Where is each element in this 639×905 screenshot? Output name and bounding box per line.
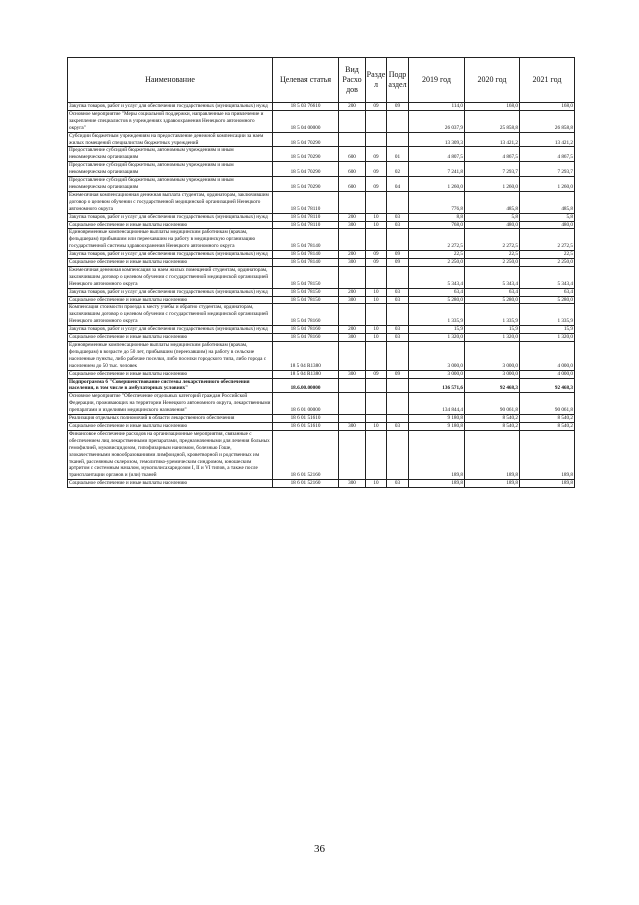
row-name: Компенсация стоимости проезда к месту учебы и обратно студентам, ординаторам, заключившим договор о целевом обучении с государственной медицинской организацией Ненецкого автономного округа — [68, 304, 273, 326]
header-row — [68, 58, 575, 103]
row-value-2020: 1 320,0 — [465, 334, 520, 342]
row-value-2019: 3 000,0 — [409, 342, 465, 371]
row-name: Социальное обеспечение и иные выплаты населению — [68, 422, 273, 430]
row-value-2019: 5 280,0 — [409, 296, 465, 304]
row-subsection: 09 — [387, 259, 409, 267]
row-value-2020: 8 540,2 — [465, 415, 520, 423]
row-section — [366, 266, 387, 288]
table-row — [68, 422, 575, 430]
row-section — [366, 304, 387, 326]
row-name: Социальное обеспечение и иные выплаты населению — [68, 259, 273, 267]
row-section: 09 — [366, 251, 387, 259]
row-name: Предоставление субсидий бюджетным, автономным учреждениям и иным некоммерческим организациям — [68, 162, 273, 177]
row-subsection: 09 — [387, 103, 409, 111]
table-row — [68, 334, 575, 342]
row-value-2019: 5 343,4 — [409, 266, 465, 288]
row-subsection: 03 — [387, 422, 409, 430]
row-target-article: 18 5 04 78140 — [273, 251, 339, 259]
row-value-2019: 13 309,3 — [409, 132, 465, 147]
row-expense-type: 200 — [339, 213, 366, 221]
row-value-2021: 90 061,8 — [520, 393, 575, 415]
row-subsection — [387, 191, 409, 213]
row-value-2021: 26 858,8 — [520, 110, 575, 132]
row-name: Закупка товаров, работ и услуг для обеспечения государственных (муниципальных) нужд — [68, 326, 273, 334]
row-value-2020: 5,8 — [465, 213, 520, 221]
row-value-2019: 22,5 — [409, 251, 465, 259]
row-expense-type: 200 — [339, 251, 366, 259]
row-value-2020: 22,5 — [465, 251, 520, 259]
row-value-2020: 3 000,0 — [465, 342, 520, 371]
row-target-article: 18 5 04 78140 — [273, 259, 339, 267]
row-value-2019: 4 807,5 — [409, 147, 465, 162]
row-value-2019: 1 320,0 — [409, 334, 465, 342]
row-section: 10 — [366, 422, 387, 430]
table-row — [68, 103, 575, 111]
header-year-2021: 2021 год — [520, 58, 575, 103]
table-row — [68, 259, 575, 267]
table-row — [68, 162, 575, 177]
header-section: Разде л — [366, 58, 387, 103]
row-name: Ежемесячная компенсационная денежная выплата студентам, ординаторам, заключившим договор о целевом обучении с государственной медицинской организацией Ненецкого автономного округа — [68, 191, 273, 213]
row-value-2019: 7 241,8 — [409, 162, 465, 177]
row-target-article: 18 5 04 78160 — [273, 326, 339, 334]
row-value-2019: 8,8 — [409, 213, 465, 221]
row-value-2021: 485,8 — [520, 191, 575, 213]
row-name: Закупка товаров, работ и услуг для обеспечения государственных (муниципальных) нужд — [68, 288, 273, 296]
row-section: 09 — [366, 147, 387, 162]
table-row — [68, 430, 575, 479]
row-section — [366, 415, 387, 423]
row-expense-type: 300 — [339, 334, 366, 342]
row-value-2020: 485,8 — [465, 191, 520, 213]
row-section: 09 — [366, 370, 387, 378]
row-section: 10 — [366, 326, 387, 334]
row-subsection: 03 — [387, 213, 409, 221]
row-value-2019: 26 037,9 — [409, 110, 465, 132]
row-subsection — [387, 110, 409, 132]
row-subsection: 03 — [387, 221, 409, 229]
row-expense-type: 600 — [339, 177, 366, 192]
row-value-2021: 1 260,0 — [520, 177, 575, 192]
row-value-2019: 189,8 — [409, 430, 465, 479]
row-subsection — [387, 266, 409, 288]
row-value-2020: 15,9 — [465, 326, 520, 334]
row-target-article: 18 5 04 70290 — [273, 162, 339, 177]
row-name: Закупка товаров, работ и услуг для обеспечения государственных (муниципальных) нужд — [68, 103, 273, 111]
table-row — [68, 110, 575, 132]
row-name: Единовременные компенсационные выплаты медицинским работникам (врачам, фельдшерам) в возрасте до 50 лет, прибывшим (переехавшим) на работу в сельские населенные пункты, либо рабочие поселки, либо поселки городского типа, либо города с населением до 50 тыс. человек — [68, 342, 273, 371]
row-section — [366, 191, 387, 213]
row-section — [366, 378, 387, 393]
row-value-2021: 189,8 — [520, 480, 575, 488]
row-subsection: 03 — [387, 480, 409, 488]
table-row — [68, 393, 575, 415]
table-row — [68, 221, 575, 229]
row-value-2019: 3 000,0 — [409, 370, 465, 378]
row-expense-type: 600 — [339, 147, 366, 162]
row-subsection: 09 — [387, 251, 409, 259]
row-value-2019: 15,9 — [409, 326, 465, 334]
row-section: 10 — [366, 296, 387, 304]
row-value-2021: 5,8 — [520, 213, 575, 221]
page-number: 36 — [314, 843, 325, 855]
row-section: 09 — [366, 162, 387, 177]
row-name: Единовременные компенсационные выплаты медицинским работникам (врачам, фельдшерам) прибывшим или переехавшим на работу в медицинскую организацию государственной системы здравоохранения Ненецкого автономного округа — [68, 229, 273, 251]
row-name: Закупка товаров, работ и услуг для обеспечения государственных (муниципальных) нужд — [68, 251, 273, 259]
row-section: 09 — [366, 259, 387, 267]
header-target-article: Целевая статья — [273, 58, 339, 103]
row-section — [366, 229, 387, 251]
row-value-2019: 2 250,0 — [409, 259, 465, 267]
row-target-article: 18 5 04 78140 — [273, 229, 339, 251]
table-row — [68, 213, 575, 221]
row-value-2021: 1 320,0 — [520, 334, 575, 342]
row-target-article: 18 5 04 78110 — [273, 213, 339, 221]
row-subsection: 04 — [387, 177, 409, 192]
row-expense-type — [339, 132, 366, 147]
row-target-article: 18 5 04 70290 — [273, 132, 339, 147]
row-section: 09 — [366, 177, 387, 192]
row-value-2019: 189,8 — [409, 480, 465, 488]
row-name: Предоставление субсидий бюджетным, автономным учреждениям и иным некоммерческим организациям — [68, 177, 273, 192]
row-value-2021: 22,5 — [520, 251, 575, 259]
table-row — [68, 370, 575, 378]
row-name: Социальное обеспечение и иные выплаты населению — [68, 221, 273, 229]
row-expense-type: 300 — [339, 370, 366, 378]
row-value-2020: 90 061,8 — [465, 393, 520, 415]
row-section: 10 — [366, 480, 387, 488]
row-value-2020: 92 468,3 — [465, 378, 520, 393]
row-value-2020: 5 343,4 — [465, 266, 520, 288]
row-value-2020: 4 867,5 — [465, 147, 520, 162]
row-name: Социальное обеспечение и иные выплаты населению — [68, 480, 273, 488]
row-expense-type — [339, 110, 366, 132]
row-value-2020: 63,4 — [465, 288, 520, 296]
table-row — [68, 288, 575, 296]
row-target-article: 18 5 04 R1380 — [273, 370, 339, 378]
row-subsection: 09 — [387, 370, 409, 378]
row-subsection — [387, 415, 409, 423]
row-value-2019: 114,0 — [409, 103, 465, 111]
row-value-2021: 15,9 — [520, 326, 575, 334]
row-section: 10 — [366, 334, 387, 342]
row-value-2021: 8 540,2 — [520, 422, 575, 430]
row-target-article: 18 5 04 78160 — [273, 304, 339, 326]
row-value-2019: 1 335,9 — [409, 304, 465, 326]
row-name: Субсидии бюджетным учреждениям на предоставление денежной компенсации за наем жилых помещений специалистам бюджетных учреждений — [68, 132, 273, 147]
row-target-article: 18 6 01 52160 — [273, 430, 339, 479]
table-row — [68, 177, 575, 192]
row-value-2020: 2 250,0 — [465, 259, 520, 267]
budget-table — [67, 57, 575, 488]
row-name: Реализация отдельных полномочий в области лекарственного обеспечения — [68, 415, 273, 423]
row-subsection — [387, 229, 409, 251]
row-value-2020: 2 272,5 — [465, 229, 520, 251]
row-subsection: 02 — [387, 162, 409, 177]
row-target-article: 18 5 04 70290 — [273, 147, 339, 162]
row-value-2019: 2 272,5 — [409, 229, 465, 251]
row-target-article: 18 5 03 76610 — [273, 103, 339, 111]
row-subsection — [387, 132, 409, 147]
header-year-2020: 2020 год — [465, 58, 520, 103]
row-value-2019: 776,8 — [409, 191, 465, 213]
row-target-article: 18 6 01 52160 — [273, 480, 339, 488]
row-name: Предоставление субсидий бюджетным, автономным учреждениям и иным некоммерческим организациям — [68, 147, 273, 162]
row-value-2019: 9 180,8 — [409, 415, 465, 423]
row-value-2021: 4 000,0 — [520, 370, 575, 378]
row-name: Социальное обеспечение и иные выплаты населению — [68, 370, 273, 378]
row-value-2020: 1 335,9 — [465, 304, 520, 326]
row-section — [366, 342, 387, 371]
row-expense-type — [339, 191, 366, 213]
row-target-article: 18 5 04 R1380 — [273, 342, 339, 371]
row-name: Основное мероприятие "Обеспечение отдельных категорий граждан Российской Федерации, проживающих на территории Ненецкого автономного округа, лекарственными препаратами и изделиями медицинского назначения" — [68, 393, 273, 415]
row-value-2020: 189,8 — [465, 480, 520, 488]
row-value-2020: 7 293,7 — [465, 162, 520, 177]
row-value-2021: 168,0 — [520, 103, 575, 111]
row-target-article: 18 5 04 78160 — [273, 334, 339, 342]
row-value-2019: 134 844,4 — [409, 393, 465, 415]
row-value-2021: 7 293,7 — [520, 162, 575, 177]
row-subsection: 03 — [387, 296, 409, 304]
row-subsection — [387, 393, 409, 415]
row-expense-type: 600 — [339, 162, 366, 177]
row-section: 10 — [366, 288, 387, 296]
row-expense-type — [339, 342, 366, 371]
row-subsection: 03 — [387, 326, 409, 334]
row-section: 10 — [366, 213, 387, 221]
table-row — [68, 191, 575, 213]
table-row — [68, 415, 575, 423]
row-expense-type — [339, 266, 366, 288]
row-value-2020: 1 260,0 — [465, 177, 520, 192]
table-row — [68, 304, 575, 326]
row-subsection — [387, 342, 409, 371]
row-target-article: 18 6 01 51610 — [273, 415, 339, 423]
table-row — [68, 378, 575, 393]
row-expense-type — [339, 378, 366, 393]
row-value-2021: 189,8 — [520, 430, 575, 479]
row-value-2020: 480,0 — [465, 221, 520, 229]
row-expense-type — [339, 229, 366, 251]
row-expense-type: 300 — [339, 296, 366, 304]
row-expense-type: 200 — [339, 288, 366, 296]
row-subsection — [387, 430, 409, 479]
table-row — [68, 251, 575, 259]
row-target-article: 18 5 04 78110 — [273, 221, 339, 229]
row-target-article: 18 5 04 70290 — [273, 177, 339, 192]
row-value-2021: 8 540,2 — [520, 415, 575, 423]
row-value-2021: 4 000,0 — [520, 342, 575, 371]
row-expense-type — [339, 415, 366, 423]
row-expense-type: 300 — [339, 221, 366, 229]
row-section: 10 — [366, 221, 387, 229]
table-row — [68, 266, 575, 288]
row-value-2019: 1 260,0 — [409, 177, 465, 192]
row-target-article: 18 5 04 78150 — [273, 288, 339, 296]
header-name: Наименование — [68, 58, 273, 103]
row-subsection: 03 — [387, 288, 409, 296]
row-section: 09 — [366, 103, 387, 111]
row-value-2021: 5 280,0 — [520, 296, 575, 304]
table-row — [68, 296, 575, 304]
row-subsection — [387, 378, 409, 393]
row-value-2021: 63,4 — [520, 288, 575, 296]
row-target-article: 18.6.00.00000 — [273, 378, 339, 393]
row-section — [366, 110, 387, 132]
row-subsection: 03 — [387, 334, 409, 342]
row-value-2020: 189,8 — [465, 430, 520, 479]
header-subsection: Подр аздел — [387, 58, 409, 103]
row-target-article: 18 5 04 78150 — [273, 266, 339, 288]
row-expense-type — [339, 430, 366, 479]
row-name: Социальное обеспечение и иные выплаты населению — [68, 334, 273, 342]
row-value-2021: 4 867,5 — [520, 147, 575, 162]
table-row — [68, 326, 575, 334]
row-value-2020: 25 858,8 — [465, 110, 520, 132]
row-target-article: 18 6 01 51610 — [273, 422, 339, 430]
row-expense-type: 300 — [339, 480, 366, 488]
row-name: Социальное обеспечение и иные выплаты населению — [68, 296, 273, 304]
header-year-2019: 2019 год — [409, 58, 465, 103]
table-row — [68, 132, 575, 147]
row-name: Ежемесячная денежная компенсация за наем жилых помещений студентам, ординаторам, заключившим договор о целевом обучении с государственной медицинской организацией Ненецкого автономного округа — [68, 266, 273, 288]
row-value-2021: 2 250,0 — [520, 259, 575, 267]
row-value-2021: 92 468,3 — [520, 378, 575, 393]
header-expense-type: Вид Расхо дов — [339, 58, 366, 103]
row-expense-type — [339, 393, 366, 415]
row-name: Финансовое обеспечение расходов на организационные мероприятия, связанные с обеспечением лиц лекарственными препаратами, предназначенными для лечения больных гемофилией, муковисцидозом, гипофизарным нанизмом, болезнью Гоше, злокачественными новообразованиями лимфоидной, кроветворной и родственных им тканей, рассеянным склерозом, гемолитико-уремическим синдромом, юношеским артритом с системным началом, мукополисахаридозом I, II и VI типов, а также после трансплантации органов и (или) тканей — [68, 430, 273, 479]
row-section — [366, 393, 387, 415]
table-row — [68, 229, 575, 251]
row-subsection: 01 — [387, 147, 409, 162]
row-value-2021: 5 343,4 — [520, 266, 575, 288]
row-name: Подпрограмма 6 "Совершенствование системы лекарственного обеспечения населения, в том числе в амбулаторных условиях" — [68, 378, 273, 393]
row-value-2020: 3 000,0 — [465, 370, 520, 378]
row-expense-type: 200 — [339, 326, 366, 334]
row-value-2021: 13 421,2 — [520, 132, 575, 147]
row-name: Закупка товаров, работ и услуг для обеспечения государственных (муниципальных) нужд — [68, 213, 273, 221]
row-subsection — [387, 304, 409, 326]
row-expense-type: 300 — [339, 422, 366, 430]
row-value-2019: 63,4 — [409, 288, 465, 296]
table-row — [68, 342, 575, 371]
row-value-2020: 13 421,2 — [465, 132, 520, 147]
row-value-2019: 136 571,6 — [409, 378, 465, 393]
row-value-2021: 1 335,9 — [520, 304, 575, 326]
row-value-2020: 5 280,0 — [465, 296, 520, 304]
row-target-article: 18 6 01 00000 — [273, 393, 339, 415]
row-value-2019: 768,0 — [409, 221, 465, 229]
row-value-2021: 2 272,5 — [520, 229, 575, 251]
row-expense-type: 200 — [339, 103, 366, 111]
row-target-article: 18 5 04 78110 — [273, 191, 339, 213]
row-name: Основное мероприятие "Меры социальной поддержки, направленные на привлечение и закрепление специалистов в учреждениях здравоохранения Ненецкого автономного округа" — [68, 110, 273, 132]
row-section — [366, 430, 387, 479]
row-value-2020: 168,0 — [465, 103, 520, 111]
row-expense-type: 300 — [339, 259, 366, 267]
row-value-2019: 9 180,8 — [409, 422, 465, 430]
row-section — [366, 132, 387, 147]
row-expense-type — [339, 304, 366, 326]
table-row — [68, 480, 575, 488]
row-value-2021: 480,0 — [520, 221, 575, 229]
row-target-article: 18 5 04 78150 — [273, 296, 339, 304]
row-value-2020: 8 540,2 — [465, 422, 520, 430]
table-row — [68, 147, 575, 162]
row-target-article: 18 5 04 00000 — [273, 110, 339, 132]
